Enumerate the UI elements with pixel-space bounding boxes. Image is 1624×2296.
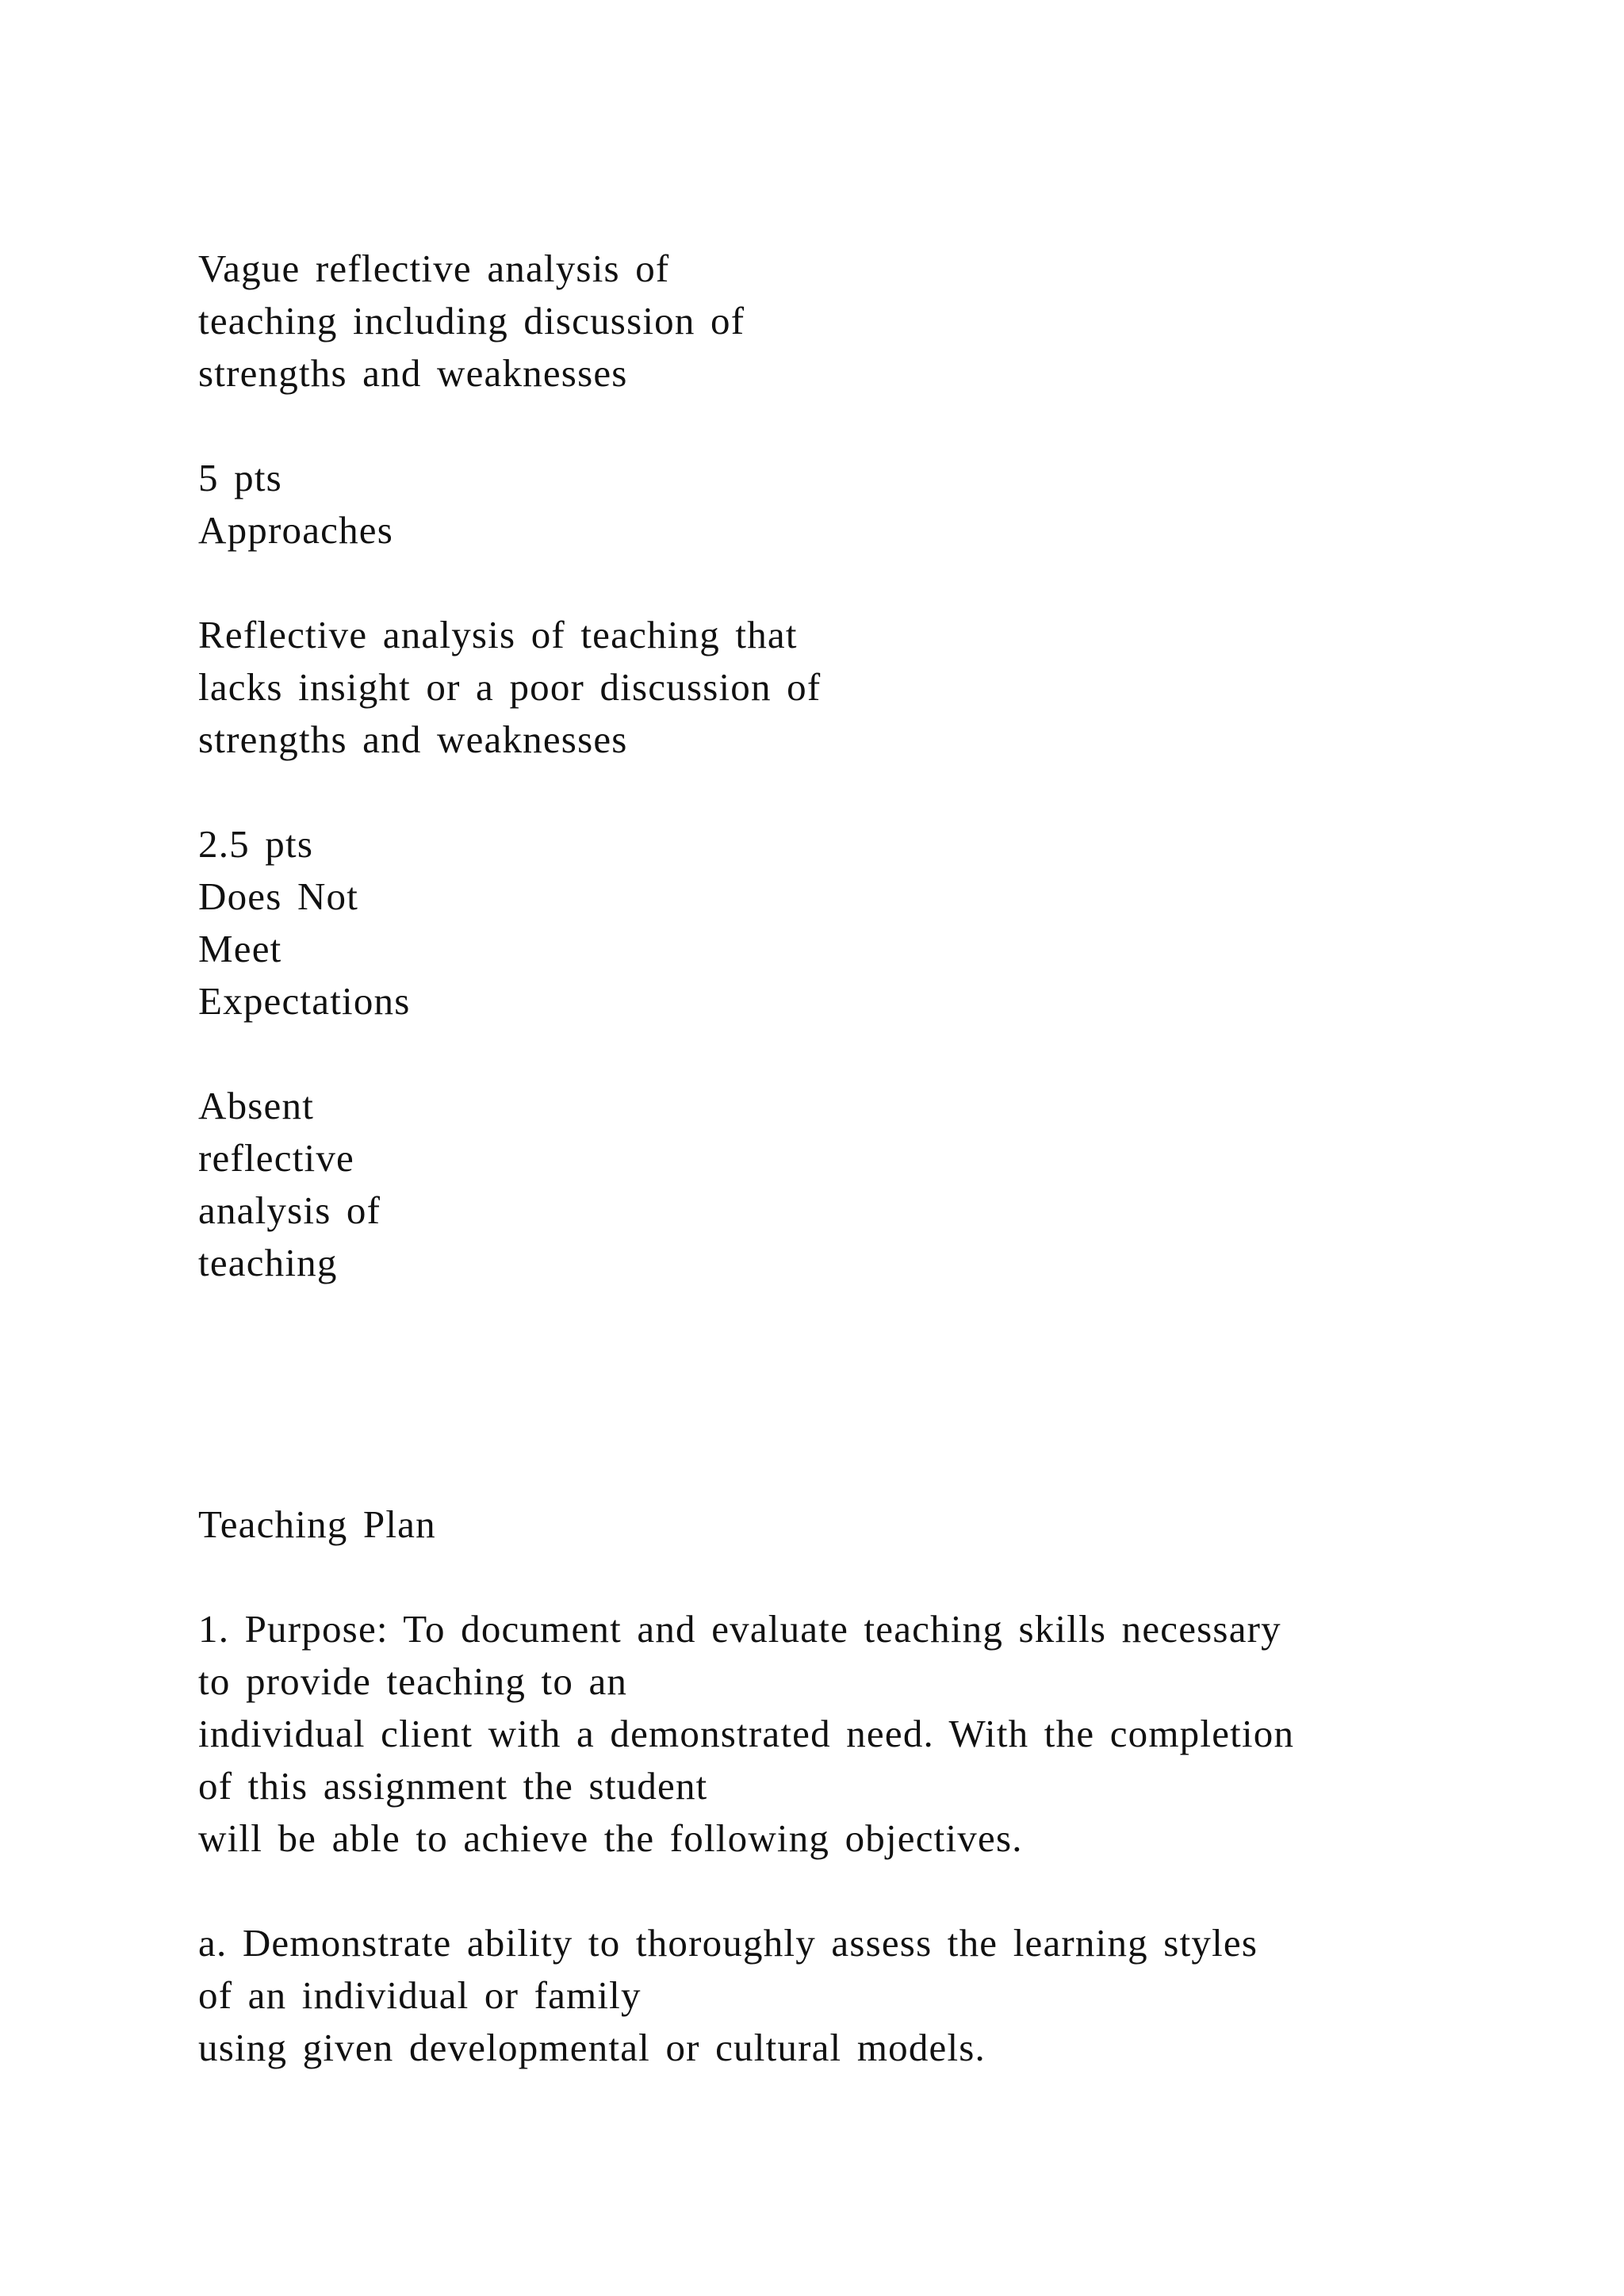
spacer: [198, 1289, 1435, 1498]
spacer: [198, 1027, 1435, 1080]
rubric-label-approaches: Approaches: [198, 508, 394, 552]
text-line: of this assignment the student: [198, 1764, 708, 1808]
text-line: strengths and weaknesses: [198, 351, 628, 395]
text-line: a. Demonstrate ability to thoroughly assess the learning styles: [198, 1921, 1258, 1965]
text-line: Does Not: [198, 874, 359, 918]
text-line: Vague reflective analysis of: [198, 247, 670, 290]
rubric-points-does-not-meet: 2.5 pts: [198, 822, 314, 866]
text-line: strengths and weaknesses: [198, 718, 628, 761]
rubric-points-approaches: 5 pts: [198, 456, 282, 499]
text-line: Meet: [198, 927, 282, 970]
spacer: [198, 557, 1435, 609]
text-line: analysis of: [198, 1188, 381, 1232]
document-page: [198, 243, 1435, 2074]
rubric-label-does-not-meet: [198, 871, 1435, 1027]
spacer: [198, 1865, 1435, 1917]
spacer: [198, 1551, 1435, 1603]
rubric-description-vague: [198, 243, 1435, 400]
text-line: using given developmental or cultural models.: [198, 2026, 986, 2069]
text-line: lacks insight or a poor discussion of: [198, 665, 822, 709]
text-line: will be able to achieve the following objectives.: [198, 1816, 1023, 1860]
text-line: 1. Purpose: To document and evaluate teaching skills necessary: [198, 1607, 1281, 1651]
objective-a-paragraph: [198, 1917, 1435, 2074]
text-line: teaching: [198, 1241, 338, 1284]
rubric-description-absent: [198, 1080, 1435, 1289]
section-heading: Teaching Plan: [198, 1502, 436, 1546]
spacer: [198, 400, 1435, 452]
spacer: [198, 766, 1435, 818]
text-line: reflective: [198, 1136, 354, 1180]
text-line: Reflective analysis of teaching that: [198, 613, 798, 656]
text-line: to provide teaching to an: [198, 1659, 628, 1703]
text-line: teaching including discussion of: [198, 299, 745, 342]
purpose-paragraph: [198, 1603, 1435, 1865]
text-line: individual client with a demonstrated need. With the completion: [198, 1712, 1295, 1755]
text-line: Absent: [198, 1084, 315, 1127]
text-line: Expectations: [198, 979, 411, 1023]
rubric-description-approaches: [198, 609, 1435, 766]
text-line: of an individual or family: [198, 1973, 642, 2017]
